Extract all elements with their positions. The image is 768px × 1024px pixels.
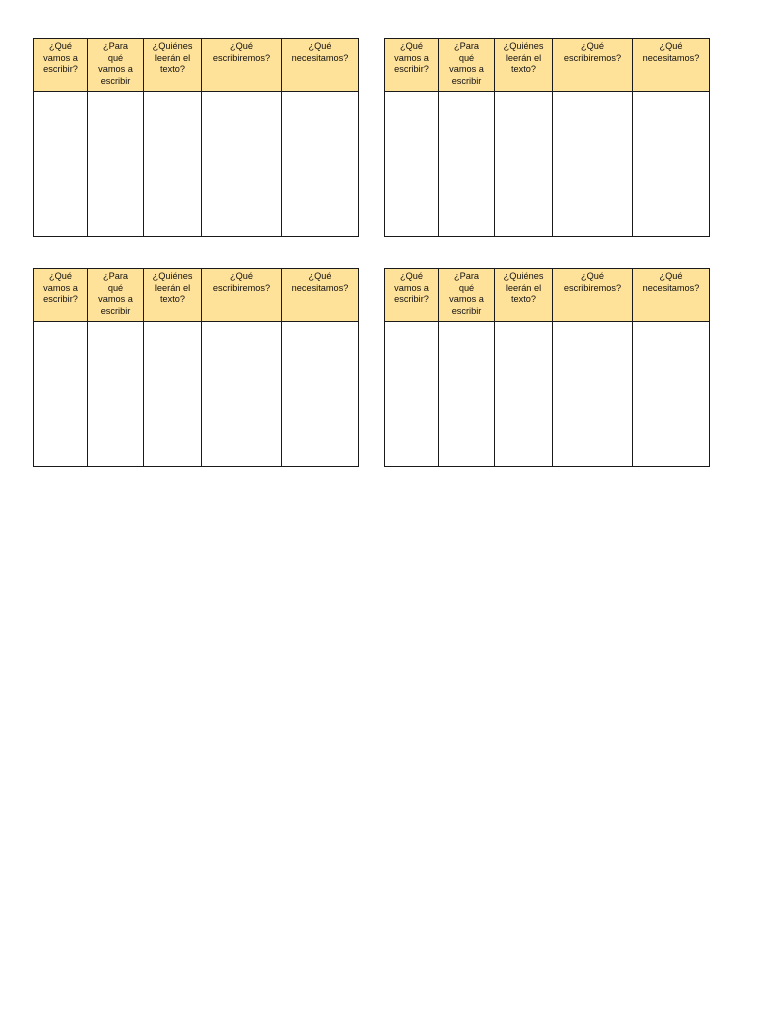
header-cell-who bbox=[144, 39, 202, 92]
header-cell-why bbox=[88, 39, 144, 92]
header-cell-what bbox=[34, 269, 88, 322]
blank-cell[interactable] bbox=[88, 322, 144, 467]
blank-cell[interactable] bbox=[553, 92, 633, 237]
header-cell-who bbox=[144, 269, 202, 322]
blank-cell[interactable] bbox=[282, 92, 359, 237]
blank-cell[interactable] bbox=[553, 322, 633, 467]
header-cell-needs bbox=[633, 39, 710, 92]
header-label: ¿Quiénes leerán el texto? bbox=[152, 271, 193, 304]
blank-cell[interactable] bbox=[202, 322, 282, 467]
header-label: ¿Qué necesitamos? bbox=[291, 271, 349, 293]
header-label: ¿Para qué vamos a escribir bbox=[98, 271, 133, 316]
blank-cell[interactable] bbox=[633, 92, 710, 237]
header-label: ¿Quiénes leerán el texto? bbox=[503, 271, 544, 304]
blank-cell[interactable] bbox=[282, 322, 359, 467]
header-cell-content bbox=[202, 269, 282, 322]
header-cell-what bbox=[34, 39, 88, 92]
header-label: ¿Qué vamos a escribir? bbox=[43, 41, 78, 74]
header-label: ¿Qué vamos a escribir? bbox=[43, 271, 78, 304]
table-header bbox=[34, 39, 359, 92]
header-cell-what bbox=[385, 39, 439, 92]
header-label: ¿Qué escribiremos? bbox=[212, 271, 271, 293]
planning-table bbox=[384, 268, 710, 467]
table-row bbox=[34, 92, 359, 237]
header-cell-needs bbox=[633, 269, 710, 322]
header-cell-who bbox=[495, 39, 553, 92]
header-cell-needs bbox=[282, 269, 359, 322]
blank-cell[interactable] bbox=[144, 322, 202, 467]
header-label: ¿Qué escribiremos? bbox=[212, 41, 271, 63]
header-label: ¿Quiénes leerán el texto? bbox=[503, 41, 544, 74]
planning-table bbox=[384, 38, 710, 237]
blank-cell[interactable] bbox=[202, 92, 282, 237]
table-row bbox=[385, 322, 710, 467]
header-label: ¿Para qué vamos a escribir bbox=[449, 41, 484, 86]
header-cell-content bbox=[553, 269, 633, 322]
header-label: ¿Para qué vamos a escribir bbox=[449, 271, 484, 316]
blank-cell[interactable] bbox=[495, 92, 553, 237]
header-row bbox=[385, 269, 710, 322]
header-label: ¿Quiénes leerán el texto? bbox=[152, 41, 193, 74]
planning-table bbox=[33, 38, 359, 237]
blank-cell[interactable] bbox=[385, 322, 439, 467]
table-row bbox=[34, 322, 359, 467]
header-label: ¿Qué escribiremos? bbox=[563, 41, 622, 63]
header-cell-needs bbox=[282, 39, 359, 92]
blank-cell[interactable] bbox=[439, 322, 495, 467]
header-label: ¿Para qué vamos a escribir bbox=[98, 41, 133, 86]
header-cell-what bbox=[385, 269, 439, 322]
table-header bbox=[385, 39, 710, 92]
blank-cell[interactable] bbox=[144, 92, 202, 237]
header-label: ¿Qué vamos a escribir? bbox=[394, 271, 429, 304]
header-label: ¿Qué necesitamos? bbox=[642, 271, 700, 293]
blank-cell[interactable] bbox=[34, 322, 88, 467]
blank-cell[interactable] bbox=[385, 92, 439, 237]
header-row bbox=[385, 39, 710, 92]
header-cell-content bbox=[553, 39, 633, 92]
blank-cell[interactable] bbox=[34, 92, 88, 237]
planning-table bbox=[33, 268, 359, 467]
table-header bbox=[385, 269, 710, 322]
header-label: ¿Qué vamos a escribir? bbox=[394, 41, 429, 74]
header-label: ¿Qué necesitamos? bbox=[291, 41, 349, 63]
header-cell-why bbox=[88, 269, 144, 322]
header-label: ¿Qué necesitamos? bbox=[642, 41, 700, 63]
blank-cell[interactable] bbox=[633, 322, 710, 467]
blank-cell[interactable] bbox=[88, 92, 144, 237]
header-row bbox=[34, 39, 359, 92]
table-row bbox=[385, 92, 710, 237]
header-cell-who bbox=[495, 269, 553, 322]
header-row bbox=[34, 269, 359, 322]
header-label: ¿Qué escribiremos? bbox=[563, 271, 622, 293]
blank-cell[interactable] bbox=[495, 322, 553, 467]
blank-cell[interactable] bbox=[439, 92, 495, 237]
header-cell-why bbox=[439, 269, 495, 322]
header-cell-why bbox=[439, 39, 495, 92]
header-cell-content bbox=[202, 39, 282, 92]
table-header bbox=[34, 269, 359, 322]
